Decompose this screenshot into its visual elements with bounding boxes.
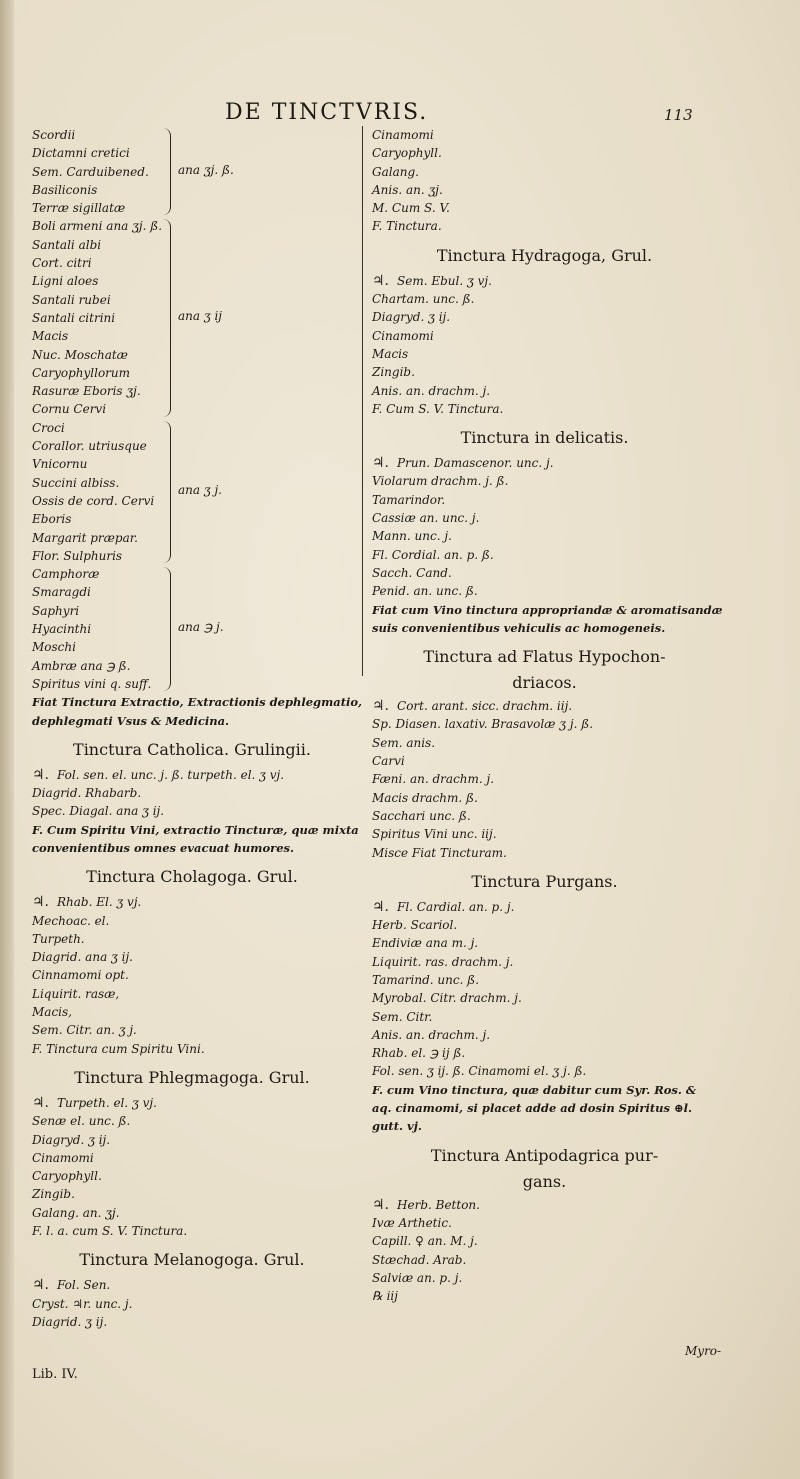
recipe-symbol: ♃. bbox=[32, 1277, 50, 1294]
ingredient-line: Fæni. an. drachm. j. bbox=[372, 772, 495, 787]
ingredient-line: Macis, bbox=[32, 1005, 72, 1020]
ingredient-line: Endiviæ ana m. j. bbox=[372, 936, 479, 951]
section-title: Tinctura Phlegmagoga. Grul. bbox=[74, 1067, 310, 1087]
ingredient-line: Cinamomi bbox=[372, 328, 434, 343]
ingredient-line: Spec. Diagal. ana ʒ ij. bbox=[32, 804, 165, 819]
ingredient-line: Chartam. unc. ß. bbox=[372, 292, 475, 307]
ingredient-line: Fl. Cordial. an. p. ß. bbox=[372, 547, 494, 562]
ingredient-group bbox=[32, 565, 352, 693]
ingredient-line: Succini albiss. bbox=[32, 475, 120, 490]
ingredient-line: F. l. a. cum S. V. Tinctura. bbox=[32, 1224, 188, 1239]
ingredient-line: Carvi bbox=[372, 754, 405, 769]
note-line: F. Cum Spiritu Vini, extractio Tincturæ, quæ mixta bbox=[32, 822, 359, 837]
ingredient-line: Flor. Sulphuris bbox=[32, 548, 123, 563]
ingredient-line: F. Tinctura cum Spiritu Vini. bbox=[32, 1041, 205, 1056]
section-title: Tinctura Cholagoga. Grul. bbox=[86, 867, 298, 887]
section-title: Tinctura in delicatis. bbox=[460, 428, 629, 448]
recipe-delicatis bbox=[372, 426, 723, 637]
ingredient-line: Cassiæ an. unc. j. bbox=[372, 511, 480, 526]
ingredient-line: Boli armeni ana ʒj. ß. bbox=[32, 219, 163, 234]
ingredient-line: Diagrid. ʒ ij. bbox=[32, 1314, 108, 1329]
ingredient-line: Salviæ an. p. j. bbox=[372, 1270, 463, 1285]
ingredient-line: Galang. an. ʒj. bbox=[32, 1205, 120, 1220]
curly-brace bbox=[160, 219, 171, 416]
ingredient-line: Croci bbox=[32, 420, 65, 435]
ingredient-line: Basiliconis bbox=[32, 182, 98, 197]
curly-brace bbox=[160, 567, 171, 691]
ingredient-line: Senæ el. unc. ß. bbox=[32, 1114, 131, 1129]
recipe-symbol: ♃. bbox=[372, 272, 390, 289]
recipe-phlegmagoga bbox=[32, 1066, 352, 1240]
recipe-flatus bbox=[372, 645, 717, 862]
braced-ingredient-groups bbox=[32, 126, 352, 693]
recipe-purgans bbox=[372, 870, 717, 1136]
ingredient-line: Macis bbox=[32, 329, 69, 344]
ingredient-line: Terræ sigillatæ bbox=[32, 201, 126, 216]
ingredient-line: Ossis de cord. Cervi bbox=[32, 493, 155, 508]
ingredient-line: Anis. an. drachm. j. bbox=[372, 1027, 491, 1042]
section-title: Tinctura Catholica. Grulingii. bbox=[73, 739, 311, 759]
ingredient-line: Moschi bbox=[32, 640, 76, 655]
brace-quantity-label: ana ʒ ij bbox=[178, 309, 222, 324]
note-line: dephlegmati Vsus & Medicina. bbox=[32, 713, 230, 728]
ingredient-line: Rhab. el. ℈ ij ß. bbox=[372, 1046, 466, 1061]
ingredient-line: Penid. an. unc. ß. bbox=[372, 584, 478, 599]
ingredient-line: Turpeth. bbox=[32, 931, 85, 946]
ingredient-line: Galang. bbox=[372, 164, 419, 179]
ingredient-line: Sacchari unc. ß. bbox=[372, 808, 471, 823]
curly-brace bbox=[160, 128, 171, 215]
ingredient-line: Misce Fiat Tincturam. bbox=[372, 845, 507, 860]
ingredient-line: Herb. Scariol. bbox=[372, 918, 458, 933]
ingredient-line: Macis drachm. ß. bbox=[372, 790, 478, 805]
ingredient-line: Fl. Cardial. an. p. j. bbox=[397, 899, 515, 914]
ingredient-line: Fol. Sen. bbox=[57, 1278, 111, 1293]
ingredient-line: Spiritus Vini unc. iij. bbox=[372, 827, 497, 842]
note-line: convenientibus omnes evacuat humores. bbox=[32, 840, 294, 855]
column-rule bbox=[362, 126, 363, 676]
ingredient-line: Sp. Diasen. laxativ. Brasavolæ ʒ j. ß. bbox=[372, 717, 594, 732]
ingredient-line: Caryophyll. bbox=[372, 146, 442, 161]
section-title: Tinctura Hydragoga, Grul. bbox=[436, 245, 653, 265]
ingredient-line: Caryophyll. bbox=[32, 1169, 102, 1184]
ingredient-line: Liquirit. ras. drachm. j. bbox=[372, 954, 514, 969]
ingredient-line: Tamarind. unc. ß. bbox=[372, 972, 480, 987]
ingredient-line: Macis bbox=[372, 346, 409, 361]
ingredient-line: Sem. Citr. bbox=[372, 1009, 433, 1024]
ingredient-line: Sem. Citr. an. ʒ j. bbox=[32, 1023, 137, 1038]
left-column bbox=[32, 126, 363, 1331]
ingredient-line: Sem. Ebul. ʒ vj. bbox=[397, 273, 492, 288]
recipe-symbol: ♃. bbox=[372, 898, 390, 915]
section-title: Tinctura Antipodagrica pur- bbox=[430, 1145, 659, 1165]
ingredient-line: Santali rubei bbox=[32, 292, 111, 307]
ingredient-line: Sem. Carduibened. bbox=[32, 164, 149, 179]
ingredient-group bbox=[32, 419, 352, 565]
ingredient-line: Zingib. bbox=[372, 365, 415, 380]
ingredient-line: Ivæ Arthetic. bbox=[372, 1215, 452, 1230]
note-line: Fiat Tinctura Extractio, Extractionis dephlegmatio, bbox=[32, 695, 363, 710]
ingredient-line: Margarit præpar. bbox=[32, 530, 138, 545]
section-title: Tinctura Purgans. bbox=[471, 871, 618, 891]
ingredient-line: Capill. ♀ an. M. j. bbox=[372, 1234, 478, 1249]
ingredient-line: Fol. sen. ʒ ij. ß. Cinamomi el. ʒ j. ß. bbox=[372, 1064, 587, 1079]
ingredient-line: Prun. Damascenor. unc. j. bbox=[397, 456, 554, 471]
ingredient-line: Zingib. bbox=[32, 1187, 75, 1202]
ingredient-line: ℞ iij bbox=[372, 1289, 398, 1304]
ingredient-line: M. Cum S. V. bbox=[372, 201, 450, 216]
recipe-symbol: ♃. bbox=[32, 894, 50, 911]
running-title: DE TINCTVRIS. bbox=[225, 100, 429, 125]
ingredient-line: Diagryd. ʒ ij. bbox=[32, 1132, 111, 1147]
ingredient-line: Santali citrini bbox=[32, 310, 116, 325]
ingredient-line: Cinnamomi opt. bbox=[32, 968, 129, 983]
ingredient-line: Rhab. El. ʒ vj. bbox=[57, 895, 142, 910]
ingredient-line: Ligni aloes bbox=[32, 274, 99, 289]
page-spine bbox=[0, 0, 14, 1479]
ingredient-line: Santali albi bbox=[32, 237, 102, 252]
signature-mark: Lib. IV. bbox=[32, 1367, 78, 1382]
section-title-continued: gans. bbox=[522, 1171, 567, 1191]
ingredient-line: Saphyri bbox=[32, 603, 80, 618]
brace-quantity-label: ana ʒ j. bbox=[178, 482, 222, 497]
ingredient-line: Smaragdi bbox=[32, 585, 91, 600]
ingredient-line: Spiritus vini q. suff. bbox=[32, 676, 152, 691]
brace-quantity-label: ana ʒj. ß. bbox=[178, 162, 234, 177]
note-line: suis convenientibus vehiculis ac homogeneis. bbox=[372, 620, 666, 635]
ingredient-line: Scordii bbox=[32, 128, 76, 142]
ingredient-line: Diagrid. Rhabarb. bbox=[32, 786, 142, 801]
note-line: Fiat cum Vino tinctura appropriandæ & aromatisandæ bbox=[372, 602, 723, 617]
note-line: F. cum Vino tinctura, quæ dabitur cum Syr. Ros. & bbox=[372, 1082, 697, 1097]
ingredient-line: Caryophyllorum bbox=[32, 365, 131, 380]
ingredient-line: Cort. citri bbox=[32, 256, 92, 271]
recipe-symbol: ♃. bbox=[372, 1196, 390, 1213]
ingredient-line: Stæchad. Arab. bbox=[372, 1252, 467, 1267]
ingredient-line: Cornu Cervi bbox=[32, 402, 107, 417]
ingredient-line: Hyacinthi bbox=[32, 622, 92, 637]
recipe-cholagoga bbox=[32, 865, 352, 1058]
recipe-melanogoga bbox=[32, 1248, 352, 1331]
ingredient-line: Fol. sen. el. unc. j. ß. turpeth. el. ʒ vj. bbox=[57, 767, 285, 782]
section-title: Tinctura Melanogoga. Grul. bbox=[79, 1250, 305, 1270]
ingredient-line: Mechoac. el. bbox=[32, 913, 110, 928]
ingredient-line: F. Cum S. V. Tinctura. bbox=[372, 401, 504, 416]
ingredient-line: Corallor. utriusque bbox=[32, 439, 147, 454]
ingredient-line: Dictamni cretici bbox=[32, 146, 130, 161]
ingredient-line: Diagrid. ana ʒ ij. bbox=[32, 950, 133, 965]
ingredient-line: Cinamomi bbox=[372, 128, 434, 142]
section-title: Tinctura ad Flatus Hypochon- bbox=[423, 647, 666, 667]
note-line: aq. cinamomi, si placet adde ad dosin Spiritus ⊕l. bbox=[372, 1101, 692, 1116]
continued-ingredients bbox=[372, 126, 717, 236]
ingredient-line: Mann. unc. j. bbox=[372, 529, 452, 544]
note-line: gutt. vj. bbox=[372, 1119, 422, 1134]
recipe-catholica bbox=[32, 738, 359, 857]
ingredient-group bbox=[32, 126, 352, 217]
ingredient-line: Tamarindor. bbox=[372, 492, 446, 507]
fiat-note bbox=[32, 693, 363, 730]
ingredient-line: Herb. Betton. bbox=[397, 1197, 480, 1212]
ingredient-line: Violarum drachm. j. ß. bbox=[372, 474, 509, 489]
ingredient-line: Cinamomi bbox=[32, 1150, 94, 1165]
ingredient-line: Diagryd. ʒ ij. bbox=[372, 310, 451, 325]
recipe-symbol: ♃. bbox=[372, 698, 390, 715]
recipe-symbol: ♃. bbox=[32, 1094, 50, 1111]
ingredient-line: Myrobal. Citr. drachm. j. bbox=[372, 991, 522, 1006]
ingredient-line: Camphoræ bbox=[32, 567, 100, 582]
page-number: 113 bbox=[664, 106, 693, 124]
ingredient-line: Sem. anis. bbox=[372, 735, 436, 750]
ingredient-line: Vnicornu bbox=[32, 457, 88, 472]
ingredient-line: F. Tinctura. bbox=[372, 219, 442, 234]
ingredient-line: Cryst. ♃r. unc. j. bbox=[32, 1296, 133, 1311]
brace-quantity-label: ana ℈ j. bbox=[178, 620, 224, 635]
section-title-continued: driacos. bbox=[512, 673, 577, 693]
ingredient-line: Rasuræ Eboris ʒj. bbox=[32, 384, 141, 399]
recipe-symbol: ♃. bbox=[32, 766, 50, 783]
ingredient-line: Turpeth. el. ʒ vj. bbox=[57, 1095, 157, 1110]
recipe-symbol: ♃. bbox=[372, 455, 390, 472]
recipe-hydragoga bbox=[372, 244, 717, 418]
right-column bbox=[372, 126, 723, 1305]
ingredient-line: Ambræ ana ℈ ß. bbox=[32, 658, 131, 673]
ingredient-line: Nuc. Moschatæ bbox=[32, 347, 128, 362]
ingredient-group bbox=[32, 217, 352, 418]
catchword: Myro- bbox=[685, 1344, 722, 1358]
ingredient-line: Anis. an. drachm. j. bbox=[372, 383, 491, 398]
ingredient-line: Cort. arant. sicc. drachm. iij. bbox=[397, 699, 573, 714]
ingredient-line: Eboris bbox=[32, 512, 72, 527]
recipe-antipodagrica bbox=[372, 1144, 717, 1306]
ingredient-line: Liquirit. rasæ, bbox=[32, 986, 120, 1001]
curly-brace bbox=[160, 421, 171, 563]
ingredient-line: Sacch. Cand. bbox=[372, 565, 452, 580]
ingredient-line: Anis. an. ʒj. bbox=[372, 182, 443, 197]
